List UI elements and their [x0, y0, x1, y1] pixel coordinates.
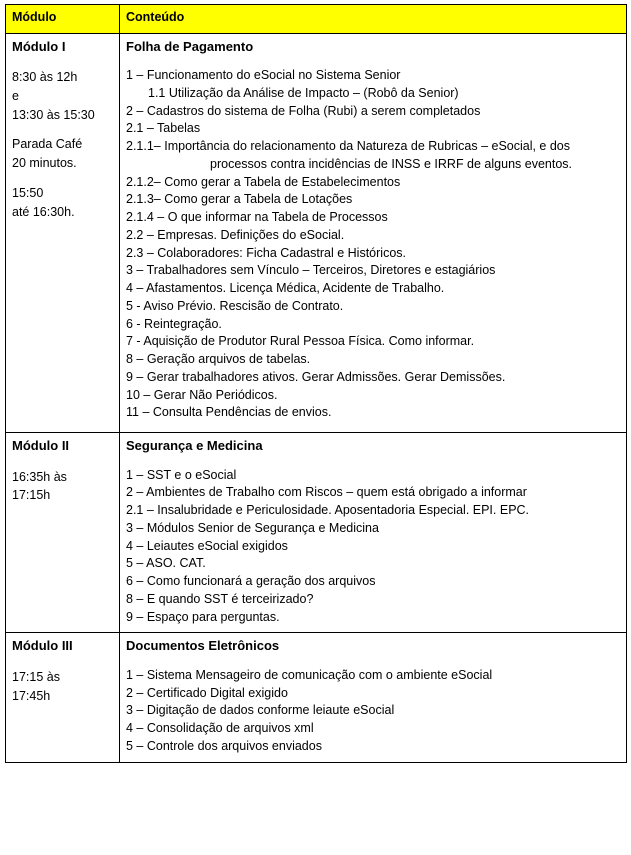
content-line: 2 – Cadastros do sistema de Folha (Rubi) a serem completados: [126, 103, 481, 118]
content-line: 2.1.4 – O que informar na Tabela de Processos: [126, 210, 388, 225]
content-title: Documentos Eletrônicos: [126, 638, 280, 654]
table-header: [6, 5, 627, 34]
module-time-line: 20 minutos.: [12, 156, 77, 171]
content-line: 6 – Como funcionará a geração dos arquivos: [126, 574, 376, 589]
content-line: 1 – Sistema Mensageiro de comunicação com o ambiente eSocial: [126, 667, 493, 682]
table-row: [6, 433, 627, 633]
module-time-line: 17:15h: [12, 488, 51, 503]
content-cell: [120, 633, 627, 762]
content-line: 1 – Funcionamento do eSocial no Sistema Senior: [126, 68, 401, 83]
content-line: 5 – ASO. CAT.: [126, 556, 206, 571]
module-time-line: Parada Café: [12, 137, 83, 152]
module-title: Módulo I: [12, 38, 66, 54]
content-line: 4 – Leiautes eSocial exigidos: [126, 538, 288, 553]
module-time-line: 17:45h: [12, 688, 51, 703]
content-line: 2 – Ambientes de Trabalho com Riscos – quem está obrigado a informar: [126, 485, 527, 500]
content-line: 10 – Gerar Não Periódicos.: [126, 387, 278, 402]
content-line: 9 – Espaço para perguntas.: [126, 609, 280, 624]
schedule-table: [5, 4, 627, 763]
module-title: Módulo II: [12, 438, 70, 454]
content-line: 2.1.2– Como gerar a Tabela de Estabelecimentos: [126, 174, 401, 189]
module-cell: [6, 633, 120, 762]
content-line: 5 - Aviso Prévio. Rescisão de Contrato.: [126, 298, 344, 313]
content-line: 2.3 – Colaboradores: Ficha Cadastral e Históricos.: [126, 245, 406, 260]
module-time-line: 13:30 às 15:30: [12, 107, 95, 122]
content-line: 8 – Geração arquivos de tabelas.: [126, 352, 311, 367]
content-line: 3 – Digitação de dados conforme leiaute eSocial: [126, 703, 395, 718]
module-time-line: 16:35h às: [12, 469, 67, 484]
content-line: 2.1 – Tabelas: [126, 121, 201, 136]
content-line: 1 – SST e o eSocial: [126, 467, 237, 482]
content-line: 2.1.3– Como gerar a Tabela de Lotações: [126, 192, 353, 207]
content-title: Folha de Pagamento: [126, 38, 254, 54]
content-line: processos contra incidências de INSS e IRRF de alguns eventos.: [210, 156, 572, 171]
content-line: 5 – Controle dos arquivos enviados: [126, 738, 322, 753]
content-cell: [120, 433, 627, 633]
content-line: 6 - Reintegração.: [126, 316, 222, 331]
content-line: 8 – E quando SST é terceirizado?: [126, 591, 314, 606]
content-line: 2.1.1– Importância do relacionamento da Natureza de Rubricas – eSocial, e dos: [126, 139, 571, 154]
module-time-line: 17:15 às: [12, 669, 60, 684]
content-line: 1.1 Utilização da Análise de Impacto – (Robô da Senior): [148, 85, 459, 100]
column-header-content: Conteúdo: [120, 5, 627, 34]
time-spacer: [12, 173, 113, 184]
content-title: Segurança e Medicina: [126, 438, 263, 454]
module-time-line: e: [12, 88, 19, 103]
content-line: 3 – Módulos Senior de Segurança e Medicina: [126, 520, 379, 535]
content-line: 2.2 – Empresas. Definições do eSocial.: [126, 227, 345, 242]
content-line: 9 – Gerar trabalhadores ativos. Gerar Admissões. Gerar Demissões.: [126, 369, 506, 384]
content-line: 2 – Certificado Digital exigido: [126, 685, 288, 700]
module-time-line: até 16:30h.: [12, 204, 75, 219]
table-header-row: [6, 5, 627, 34]
column-header-module: Módulo: [6, 5, 120, 34]
module-time-line: 15:50: [12, 185, 44, 200]
module-title: Módulo III: [12, 638, 73, 654]
module-cell: [6, 33, 120, 432]
module-cell: [6, 433, 120, 633]
content-line: 4 – Consolidação de arquivos xml: [126, 721, 314, 736]
table-body: [6, 33, 627, 762]
content-line: 11 – Consulta Pendências de envios.: [126, 405, 332, 420]
table-row: [6, 633, 627, 762]
content-line: 3 – Trabalhadores sem Vínculo – Terceiros, Diretores e estagiários: [126, 263, 496, 278]
table-row: [6, 33, 627, 432]
content-line: 7 - Aquisição de Produtor Rural Pessoa Física. Como informar.: [126, 334, 475, 349]
module-time-line: 8:30 às 12h: [12, 70, 78, 85]
content-line: 4 – Afastamentos. Licença Médica, Acidente de Trabalho.: [126, 281, 445, 296]
content-cell: [120, 33, 627, 432]
content-line: 2.1 – Insalubridade e Periculosidade. Aposentadoria Especial. EPI. EPC.: [126, 503, 530, 518]
time-spacer: [12, 124, 113, 135]
